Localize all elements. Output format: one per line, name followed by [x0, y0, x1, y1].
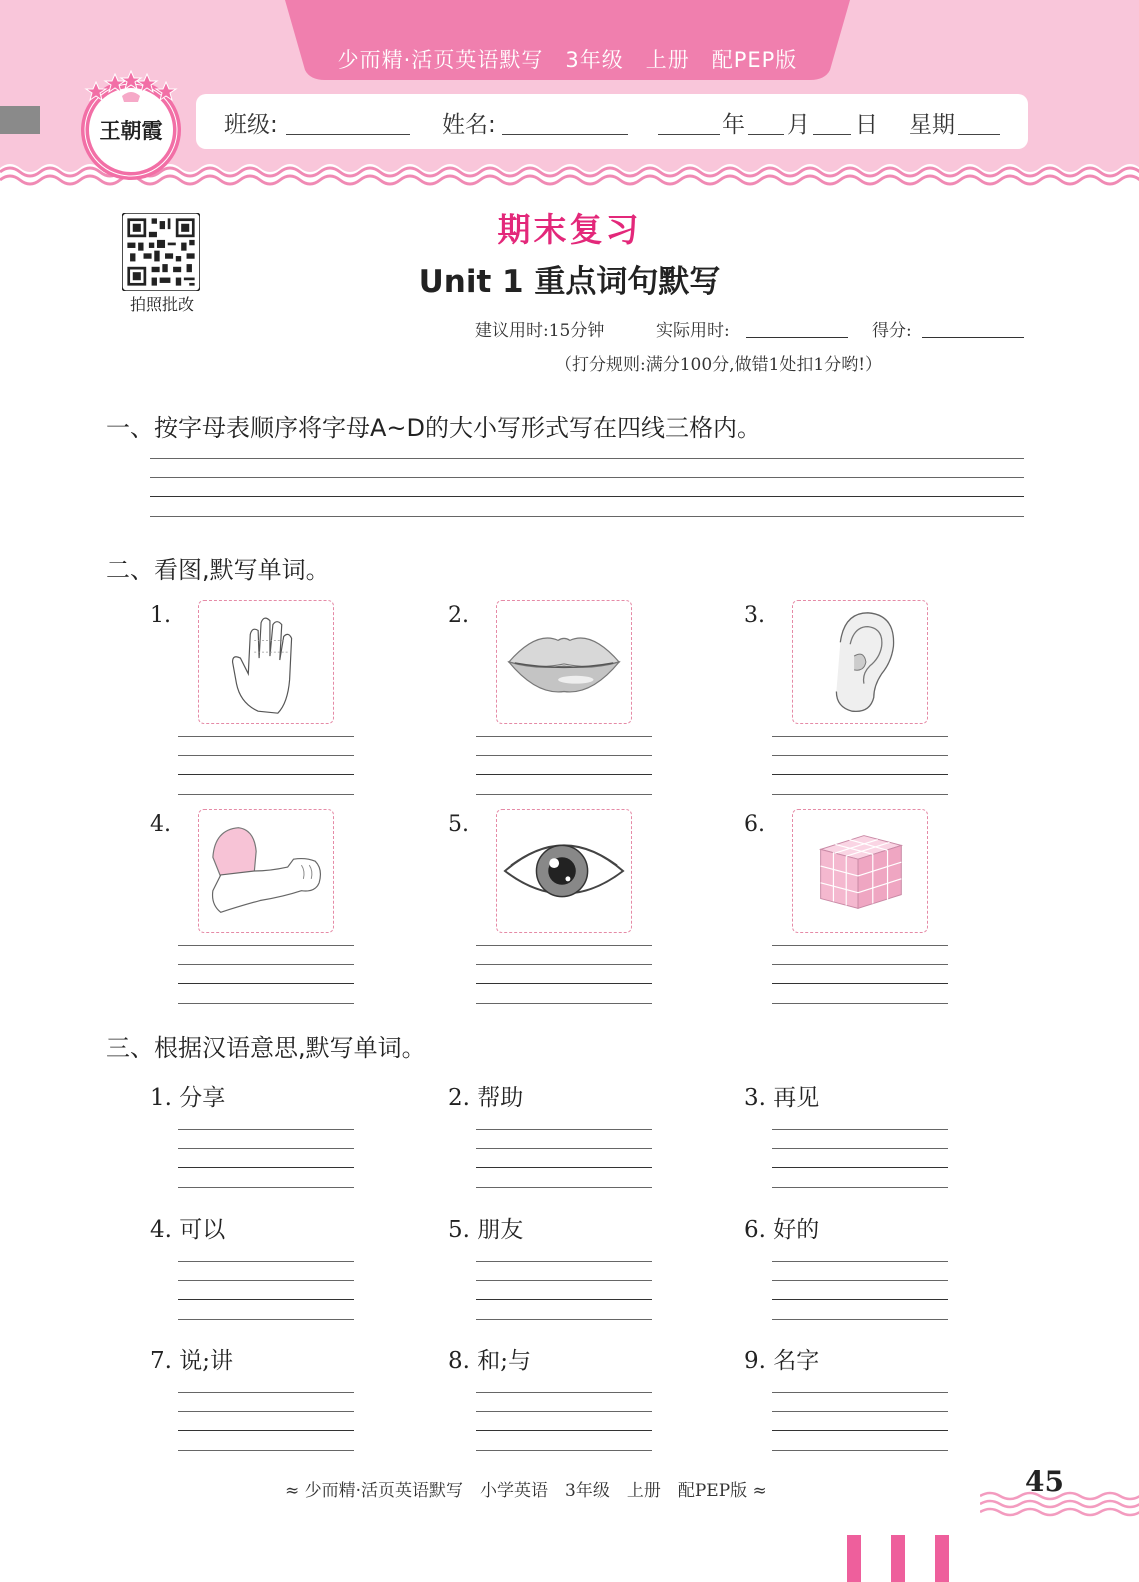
corner-bars-decoration	[845, 1535, 955, 1582]
month-field[interactable]	[748, 134, 784, 135]
picture-number: 1.	[150, 603, 171, 628]
answer-lines-1[interactable]	[178, 736, 354, 794]
actual-time-field[interactable]	[746, 337, 848, 338]
word-prompt: 7. 说;讲	[150, 1348, 234, 1374]
student-info-bar	[196, 94, 1028, 149]
weekday-field[interactable]	[958, 134, 1000, 135]
word-prompt: 3. 再见	[744, 1085, 820, 1111]
picture-number: 5.	[448, 812, 469, 837]
section-2-heading: 二、看图,默写单词。	[106, 556, 330, 584]
picture-number: 2.	[448, 603, 469, 628]
word-answer-lines[interactable]	[178, 1129, 354, 1187]
name-field[interactable]	[502, 134, 628, 135]
word-prompt: 5. 朋友	[448, 1217, 524, 1243]
eye-icon	[497, 810, 631, 932]
score-field[interactable]	[922, 337, 1024, 338]
footer-text: ≈ 少而精·活页英语默写 小学英语 3年级 上册 配PEP版 ≈	[285, 1481, 767, 1501]
year-label: 年	[722, 112, 745, 138]
word-prompt: 4. 可以	[150, 1217, 226, 1243]
section-1-heading: 一、按字母表顺序将字母A~D的大小写形式写在四线三格内。	[106, 414, 762, 442]
word-answer-lines[interactable]	[178, 1261, 354, 1319]
page-title: 期末复习	[497, 210, 642, 249]
picture-box-arm	[198, 809, 334, 933]
word-answer-lines[interactable]	[476, 1392, 652, 1450]
word-answer-lines[interactable]	[476, 1261, 652, 1319]
score-label: 得分:	[872, 321, 912, 341]
actual-time-label: 实际用时:	[656, 321, 730, 341]
day-field[interactable]	[813, 134, 851, 135]
day-label: 日	[855, 112, 878, 138]
footer-wave-decoration	[980, 1488, 1139, 1518]
word-answer-lines[interactable]	[178, 1392, 354, 1450]
ear-icon	[793, 601, 927, 723]
word-prompt: 6. 好的	[744, 1217, 820, 1243]
word-prompt: 2. 帮助	[448, 1085, 524, 1111]
side-marker	[0, 106, 40, 134]
word-prompt: 1. 分享	[150, 1085, 226, 1111]
picture-number: 4.	[150, 812, 171, 837]
picture-box-hand	[198, 600, 334, 724]
suggested-time: 建议用时:15分钟	[475, 321, 605, 341]
cube-icon	[793, 810, 927, 932]
page-subtitle: Unit 1 重点词句默写	[418, 264, 721, 300]
year-field[interactable]	[658, 134, 720, 135]
word-answer-lines[interactable]	[772, 1129, 948, 1187]
answer-lines-6[interactable]	[772, 945, 948, 1003]
picture-box-mouth	[496, 600, 632, 724]
weekday-label: 星期	[909, 112, 955, 138]
word-prompt: 9. 名字	[744, 1348, 820, 1374]
picture-box-cube	[792, 809, 928, 933]
answer-lines-4[interactable]	[178, 945, 354, 1003]
logo-text: 王朝霞	[99, 118, 163, 143]
answer-lines-3[interactable]	[772, 736, 948, 794]
page-number: 45	[1025, 1465, 1064, 1498]
qr-label: 拍照批改	[129, 295, 194, 314]
scoring-rule: （打分规则:满分100分,做错1处扣1分哟!）	[555, 355, 883, 375]
word-prompt: 8. 和;与	[448, 1348, 532, 1374]
word-answer-lines[interactable]	[772, 1261, 948, 1319]
answer-lines-2[interactable]	[476, 736, 652, 794]
class-field[interactable]	[286, 134, 410, 135]
series-title: 少而精·活页英语默写 3年级 上册 配PEP版	[337, 48, 798, 72]
picture-number: 6.	[744, 812, 765, 837]
name-label: 姓名:	[442, 112, 496, 138]
month-label: 月	[787, 112, 810, 138]
picture-box-eye	[496, 809, 632, 933]
answer-lines-5[interactable]	[476, 945, 652, 1003]
word-answer-lines[interactable]	[476, 1129, 652, 1187]
class-label: 班级:	[224, 112, 278, 138]
picture-box-ear	[792, 600, 928, 724]
hand-icon	[199, 601, 333, 723]
brand-logo	[72, 68, 190, 186]
section-3-heading: 三、根据汉语意思,默写单词。	[106, 1034, 426, 1062]
word-answer-lines[interactable]	[772, 1392, 948, 1450]
picture-number: 3.	[744, 603, 765, 628]
mouth-icon	[497, 601, 631, 723]
writing-lines-section-1[interactable]	[150, 458, 1024, 516]
arm-icon	[199, 810, 333, 932]
